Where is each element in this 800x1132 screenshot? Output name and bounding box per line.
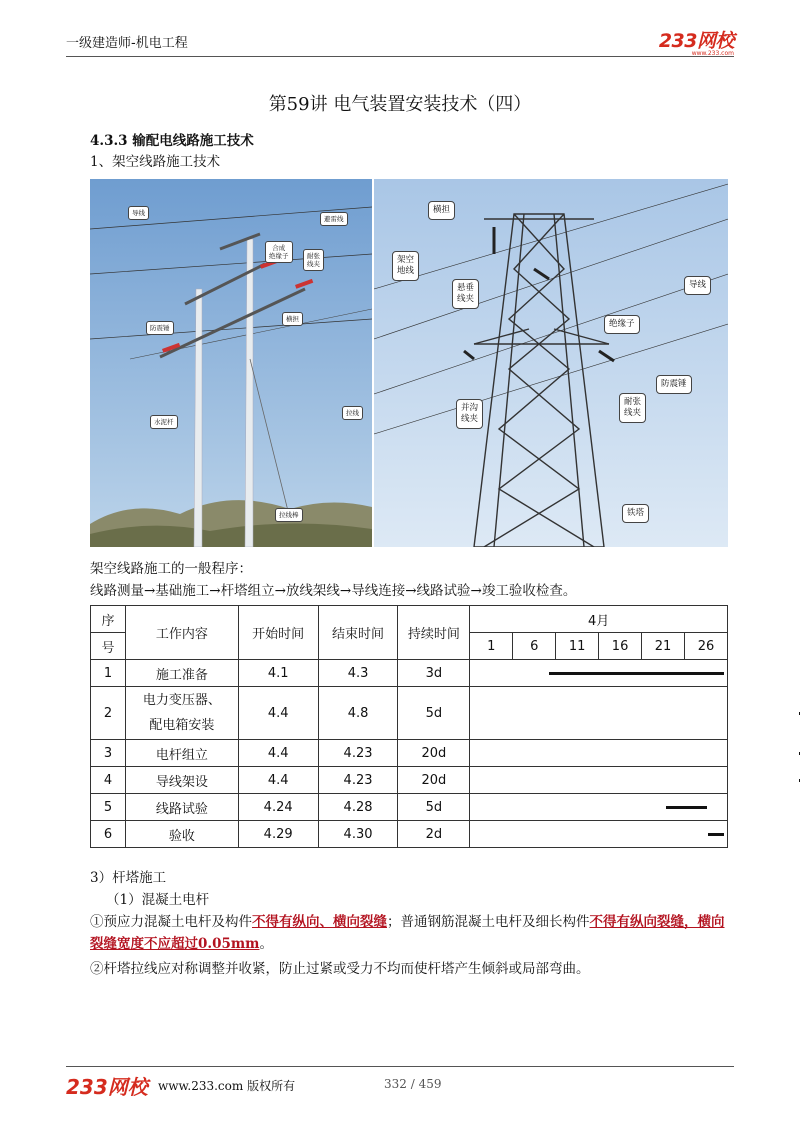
cell-work: 线路试验 — [125, 794, 238, 821]
concrete-pole-photo — [90, 179, 372, 547]
day-header: 16 — [599, 633, 642, 660]
day-header: 6 — [513, 633, 556, 660]
label-suspension-clamp: 悬垂 线夹 — [452, 279, 479, 309]
gantt-cell — [470, 821, 728, 848]
day-header: 11 — [556, 633, 599, 660]
procedure-steps: 线路测量→基础施工→杆塔组立→放线架线→导线连接→线路试验→竣工验收检查。 — [90, 583, 577, 599]
label-strain-clamp: 耐张 线夹 — [303, 249, 324, 271]
table-row — [91, 687, 728, 740]
procedure-title: 架空线路施工的一般程序： — [90, 561, 252, 577]
cell-duration: 20d — [398, 767, 470, 794]
cell-seq: 3 — [91, 740, 126, 767]
label-steel-tower: 铁塔 — [622, 504, 649, 523]
section-heading: 4.3.3 输配电线路施工技术 — [90, 133, 254, 149]
gantt-cell — [470, 740, 728, 767]
page-number: 332 / 459 — [384, 1077, 442, 1091]
label-damper-tower: 防震锤 — [656, 375, 692, 394]
cell-duration: 20d — [398, 740, 470, 767]
lecture-title: 第59讲 电气装置安装技术（四） — [268, 94, 532, 115]
cell-work: 电力变压器、 配电箱安装 — [125, 687, 238, 740]
cell-work: 验收 — [125, 821, 238, 848]
table-row — [91, 821, 728, 848]
label-strain-clamp-tower: 耐张 线夹 — [619, 393, 646, 423]
label-guy-rod: 拉线棒 — [275, 508, 303, 522]
brand-logo — [659, 26, 734, 57]
label-lightning-wire: 避雷线 — [320, 212, 348, 226]
cell-start: 4.24 — [238, 794, 318, 821]
table-row — [91, 660, 728, 687]
cell-work: 施工准备 — [125, 660, 238, 687]
cell-duration: 3d — [398, 660, 470, 687]
label-crossarm-tower: 横担 — [428, 201, 455, 220]
cell-seq: 4 — [91, 767, 126, 794]
gantt-cell — [470, 767, 728, 794]
header-seq-2: 号 — [91, 633, 126, 660]
footer-copyright: www.233.com 版权所有 — [158, 1079, 296, 1093]
subheading-tower-construction: 3）杆塔施工 — [90, 870, 167, 886]
label-crossarm: 横担 — [282, 312, 303, 326]
logo-url: www.233.com — [691, 50, 734, 57]
subheading-concrete-pole: （1）混凝土电杆 — [106, 892, 210, 908]
para1-emphasis-d: 不得有纵向裂缝，横向裂缝宽度不应超过0.05mm — [90, 914, 725, 952]
table-row — [91, 740, 728, 767]
header-duration: 持续时间 — [398, 606, 470, 660]
cell-end: 4.23 — [318, 767, 398, 794]
header-start: 开始时间 — [238, 606, 318, 660]
cell-start: 4.4 — [238, 767, 318, 794]
header-title: 一级建造师-机电工程 — [66, 36, 188, 51]
label-composite-insulator: 合成 绝缘子 — [265, 241, 293, 263]
cell-start: 4.29 — [238, 821, 318, 848]
gantt-cell — [470, 687, 728, 740]
gantt-bar — [549, 672, 724, 675]
steel-tower-photo — [374, 179, 728, 547]
cell-work: 电杆组立 — [125, 740, 238, 767]
cell-end: 4.28 — [318, 794, 398, 821]
day-header: 26 — [684, 633, 727, 660]
para1-text-c: ；普通钢筋混凝土电杆及细长构件 — [387, 914, 590, 930]
label-parallel-clamp: 并沟 线夹 — [456, 399, 483, 429]
cell-end: 4.8 — [318, 687, 398, 740]
label-concrete-pole: 水泥杆 — [150, 415, 178, 429]
cell-duration: 5d — [398, 794, 470, 821]
cell-work: 导线架设 — [125, 767, 238, 794]
cell-end: 4.3 — [318, 660, 398, 687]
schedule-table — [90, 605, 728, 848]
cell-end: 4.23 — [318, 740, 398, 767]
gantt-bar — [708, 833, 724, 836]
cell-seq: 1 — [91, 660, 126, 687]
paragraph-guy-wire: ②杆塔拉线应对称调整并收紧，防止过紧或受力不均而使杆塔产生倾斜或局部弯曲。 — [90, 961, 590, 977]
gantt-cell — [470, 660, 728, 687]
day-header: 1 — [470, 633, 513, 660]
label-wire-tower: 导线 — [684, 276, 711, 295]
day-header: 21 — [642, 633, 685, 660]
gantt-bar — [666, 806, 707, 809]
label-guy-wire: 拉线 — [342, 406, 363, 420]
header-end: 结束时间 — [318, 606, 398, 660]
para1-text-a: ①预应力混凝土电杆及构件 — [90, 914, 252, 930]
header-month: 4月 — [470, 606, 728, 633]
header-work: 工作内容 — [125, 606, 238, 660]
cell-seq: 2 — [91, 687, 126, 740]
cell-end: 4.30 — [318, 821, 398, 848]
table-row — [91, 767, 728, 794]
cell-duration: 2d — [398, 821, 470, 848]
cell-start: 4.4 — [238, 687, 318, 740]
subsection-heading: 1、架空线路施工技术 — [90, 154, 221, 170]
page-footer — [66, 1066, 734, 1099]
page-header — [66, 26, 734, 57]
label-damper: 防震锤 — [146, 321, 174, 335]
label-overhead-ground-wire: 架空 地线 — [392, 251, 419, 281]
para1-emphasis-b: 不得有纵向、横向裂缝 — [252, 914, 387, 930]
cell-start: 4.4 — [238, 740, 318, 767]
para1-text-e: 。 — [259, 936, 273, 952]
cell-start: 4.1 — [238, 660, 318, 687]
cell-seq: 5 — [91, 794, 126, 821]
header-seq-1: 序 — [91, 606, 126, 633]
footer-logo: 233网校 — [66, 1075, 148, 1099]
cell-duration: 5d — [398, 687, 470, 740]
label-wire: 导线 — [128, 206, 149, 220]
table-row — [91, 794, 728, 821]
cell-seq: 6 — [91, 821, 126, 848]
gantt-cell — [470, 794, 728, 821]
logo-text: 233网校 — [658, 30, 734, 52]
paragraph-cracks — [90, 911, 736, 955]
label-insulator: 绝缘子 — [604, 315, 640, 334]
